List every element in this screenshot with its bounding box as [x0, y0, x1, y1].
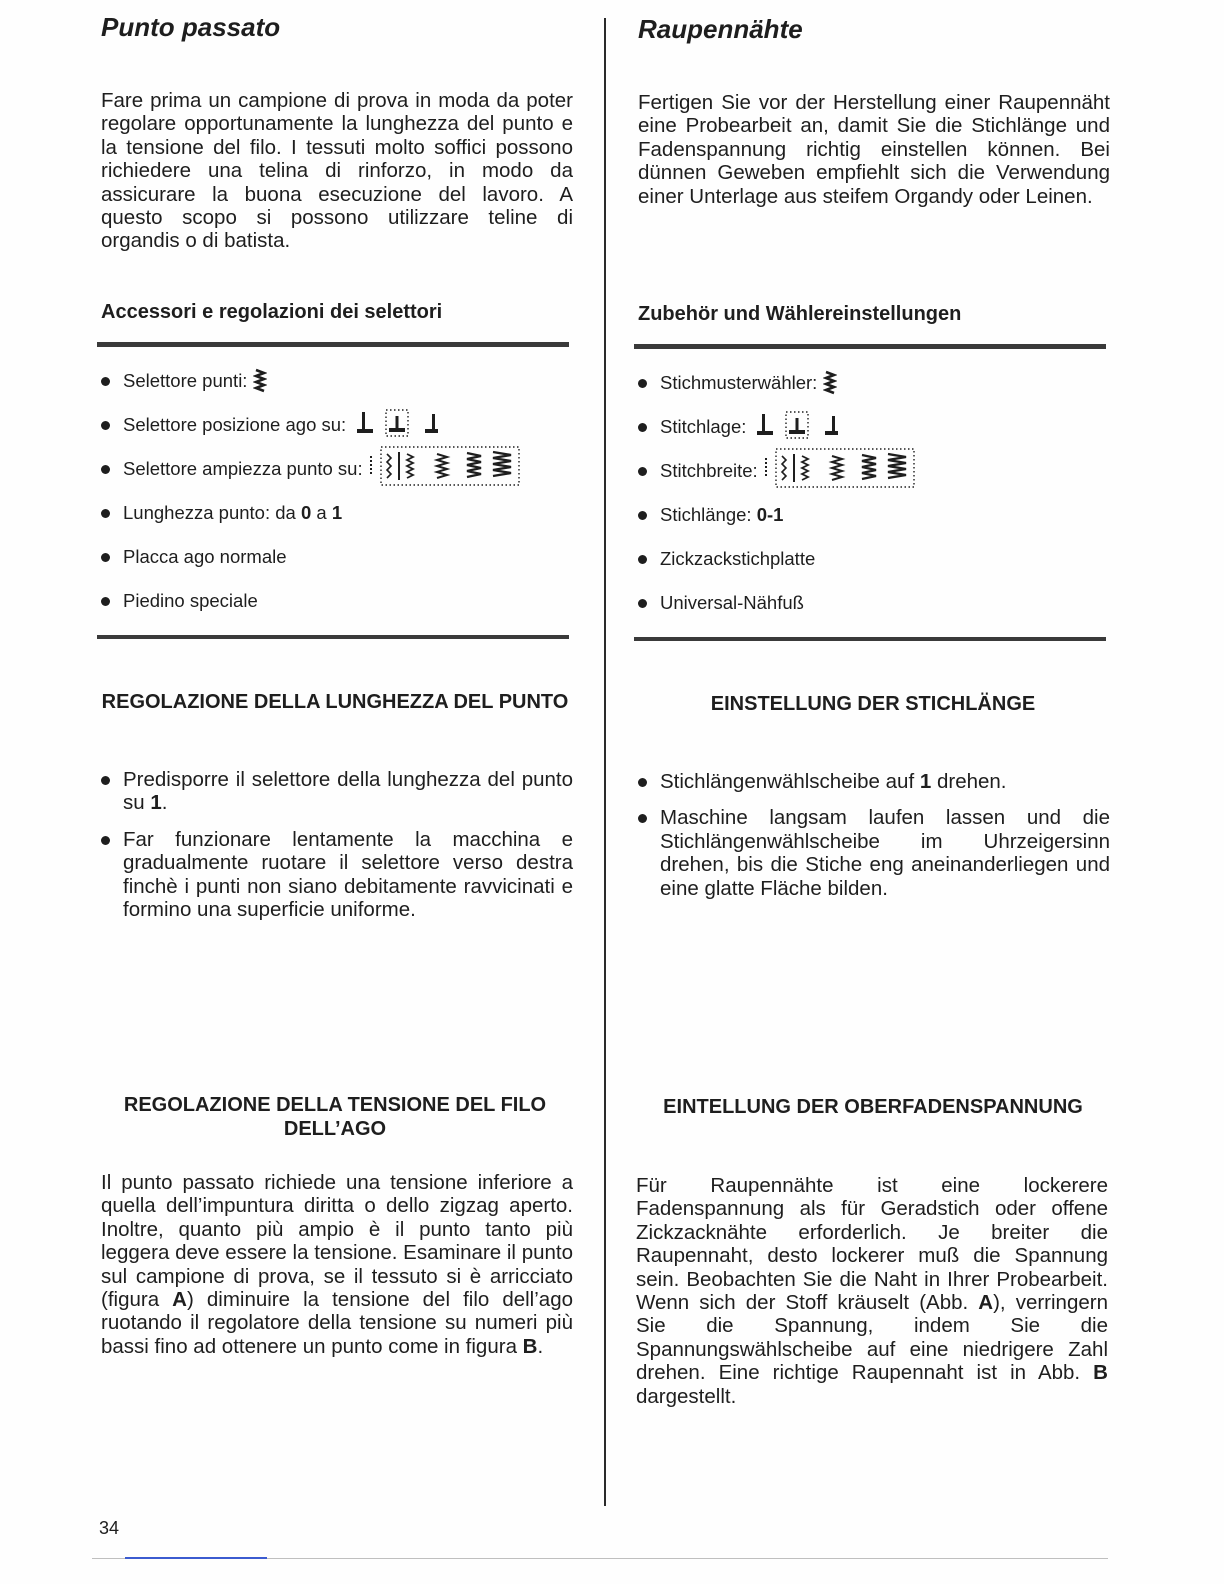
- section-title: Raupennähte: [638, 14, 803, 44]
- rule: [634, 637, 1106, 641]
- length-steps: [101, 768, 573, 934]
- needle-position-icon: [352, 408, 444, 438]
- setting-stitch-length: Lunghezza punto: da 0 a 1: [101, 500, 571, 544]
- length-step: Predisporre il selettore della lunghezza del punto su 1.: [101, 768, 573, 815]
- tension-paragraph: Il punto passato richiede una tensione inferiore a quella dell’impuntura diritta o dello zigzag aperto. Inoltre, quanto più ampio è il punto tanto più leggera deve essere la tensione. Esaminare il punto sul campione di prova, se il tessuto si è arricciato (figura A) diminuire la tensione del filo dell’ago ruotando il regolatore della tensione su numeri più bassi fino ad ottenere un punto come in figura B.: [101, 1171, 573, 1358]
- tension-heading: REGOLAZIONE DELLA TENSIONE DEL FILO DELL’AGO: [123, 1094, 547, 1140]
- setting-needle-position: Selettore posizione ago su:: [101, 412, 571, 456]
- bullet: [638, 423, 647, 432]
- bullet: [101, 836, 110, 845]
- setting-stitch-width: Stitchbreite:: [638, 458, 1108, 502]
- tension-paragraph: Für Raupennähte ist eine lockerere Fadenspannung als für Geradstich oder offene Zickzacknähte erforderlich. Je breiter die Raupennaht, desto lockerer muß die Spannung sein. Beobachten Sie die Naht in Ihrer Probearbeit. Wenn sich der Stoff kräuselt (Abb. A), verringern Sie die Spannung, indem Sie die Spannungswählscheibe auf eine niedrigere Zahl drehen. Eine richtige Raupennaht ist in Abb. B dargestellt.: [636, 1174, 1108, 1408]
- bullet: [101, 597, 110, 606]
- bullet: [101, 465, 110, 474]
- footer-accent: [125, 1557, 267, 1559]
- page-number: 34: [99, 1518, 120, 1538]
- length-heading: REGOLAZIONE DELLA LUNGHEZZA DEL PUNTO: [101, 691, 569, 713]
- setting-stitch-length: Stichlänge: 0-1: [638, 502, 1108, 546]
- bullet: [638, 555, 647, 564]
- intro-paragraph: Fare prima un campione di prova in moda da poter regolare opportunamente la lunghezza del punto e la tensione del filo. I tessuti molto soffici possono richiedere una telina di rinforzo, in modo da assicurare la buona esecuzione del lavoro. A questo scopo si possono utilizzare teline di organdis o di batista.: [101, 89, 573, 253]
- setting-pattern: Selettore punti:: [101, 368, 571, 412]
- intro-paragraph: Fertigen Sie vor der Herstellung einer Raupennäht eine Probearbeit an, damit Sie die Stichlänge und Fadenspannung richtig einstellen können. Bei dünnen Geweben empfiehlt sich die Verwendung einer Unterlage aus steifem Organdy oder Leinen.: [638, 91, 1110, 208]
- bullet: [101, 553, 110, 562]
- setting-foot: Universal-Nähfuß: [638, 590, 1108, 634]
- section-title: Punto passato: [101, 12, 281, 42]
- zigzag-stitch-icon: [823, 370, 837, 396]
- setting-plate: Zickzackstichplatte: [638, 546, 1108, 590]
- settings-heading: Zubehör und Wählereinstellungen: [638, 303, 962, 325]
- bullet: [638, 599, 647, 608]
- setting-needle-position: Stitchlage:: [638, 414, 1108, 458]
- bullet: [101, 421, 110, 430]
- setting-foot: Piedino speciale: [101, 588, 571, 632]
- settings-list: [638, 370, 1108, 634]
- bullet: [101, 377, 110, 386]
- rule: [97, 635, 569, 639]
- rule: [97, 342, 569, 347]
- bullet: [101, 509, 110, 518]
- length-steps: [638, 770, 1110, 913]
- zigzag-stitch-icon: [253, 368, 267, 394]
- rule: [634, 344, 1106, 349]
- bullet: [638, 778, 647, 787]
- setting-plate: Placca ago normale: [101, 544, 571, 588]
- settings-heading: Accessori e regolazioni dei selettori: [101, 301, 443, 323]
- column-divider: [604, 18, 606, 1506]
- bullet: [638, 467, 647, 476]
- tension-heading: EINTELLUNG DER OBERFADENSPANNUNG: [663, 1096, 1083, 1118]
- bullet: [638, 379, 647, 388]
- setting-stitch-width: Selettore ampiezza punto su:: [101, 456, 571, 500]
- bullet: [101, 776, 110, 785]
- bullet: [638, 814, 647, 823]
- length-step: Maschine langsam laufen lassen und die Stichlängenwählscheibe im Uhrzeigersinn drehen, bis die Stiche eng aneinanderliegen und eine glatte Fläche bilden.: [638, 806, 1110, 900]
- bullet: [638, 511, 647, 520]
- stitch-width-icon: [764, 446, 916, 490]
- needle-position-icon: [752, 410, 844, 440]
- length-heading: EINSTELLUNG DER STICHLÄNGE: [710, 693, 1036, 715]
- length-step: Far funzionare lentamente la macchina e gradualmente ruotare il selettore verso destra finchè i punti non siano debitamente ravvicinati e formino una superficie uniforme.: [101, 828, 573, 922]
- stitch-width-icon: [369, 444, 521, 488]
- length-step: Stichlängenwählscheibe auf 1 drehen.: [638, 770, 1110, 793]
- settings-list: [101, 368, 571, 632]
- setting-pattern: Stichmusterwähler:: [638, 370, 1108, 414]
